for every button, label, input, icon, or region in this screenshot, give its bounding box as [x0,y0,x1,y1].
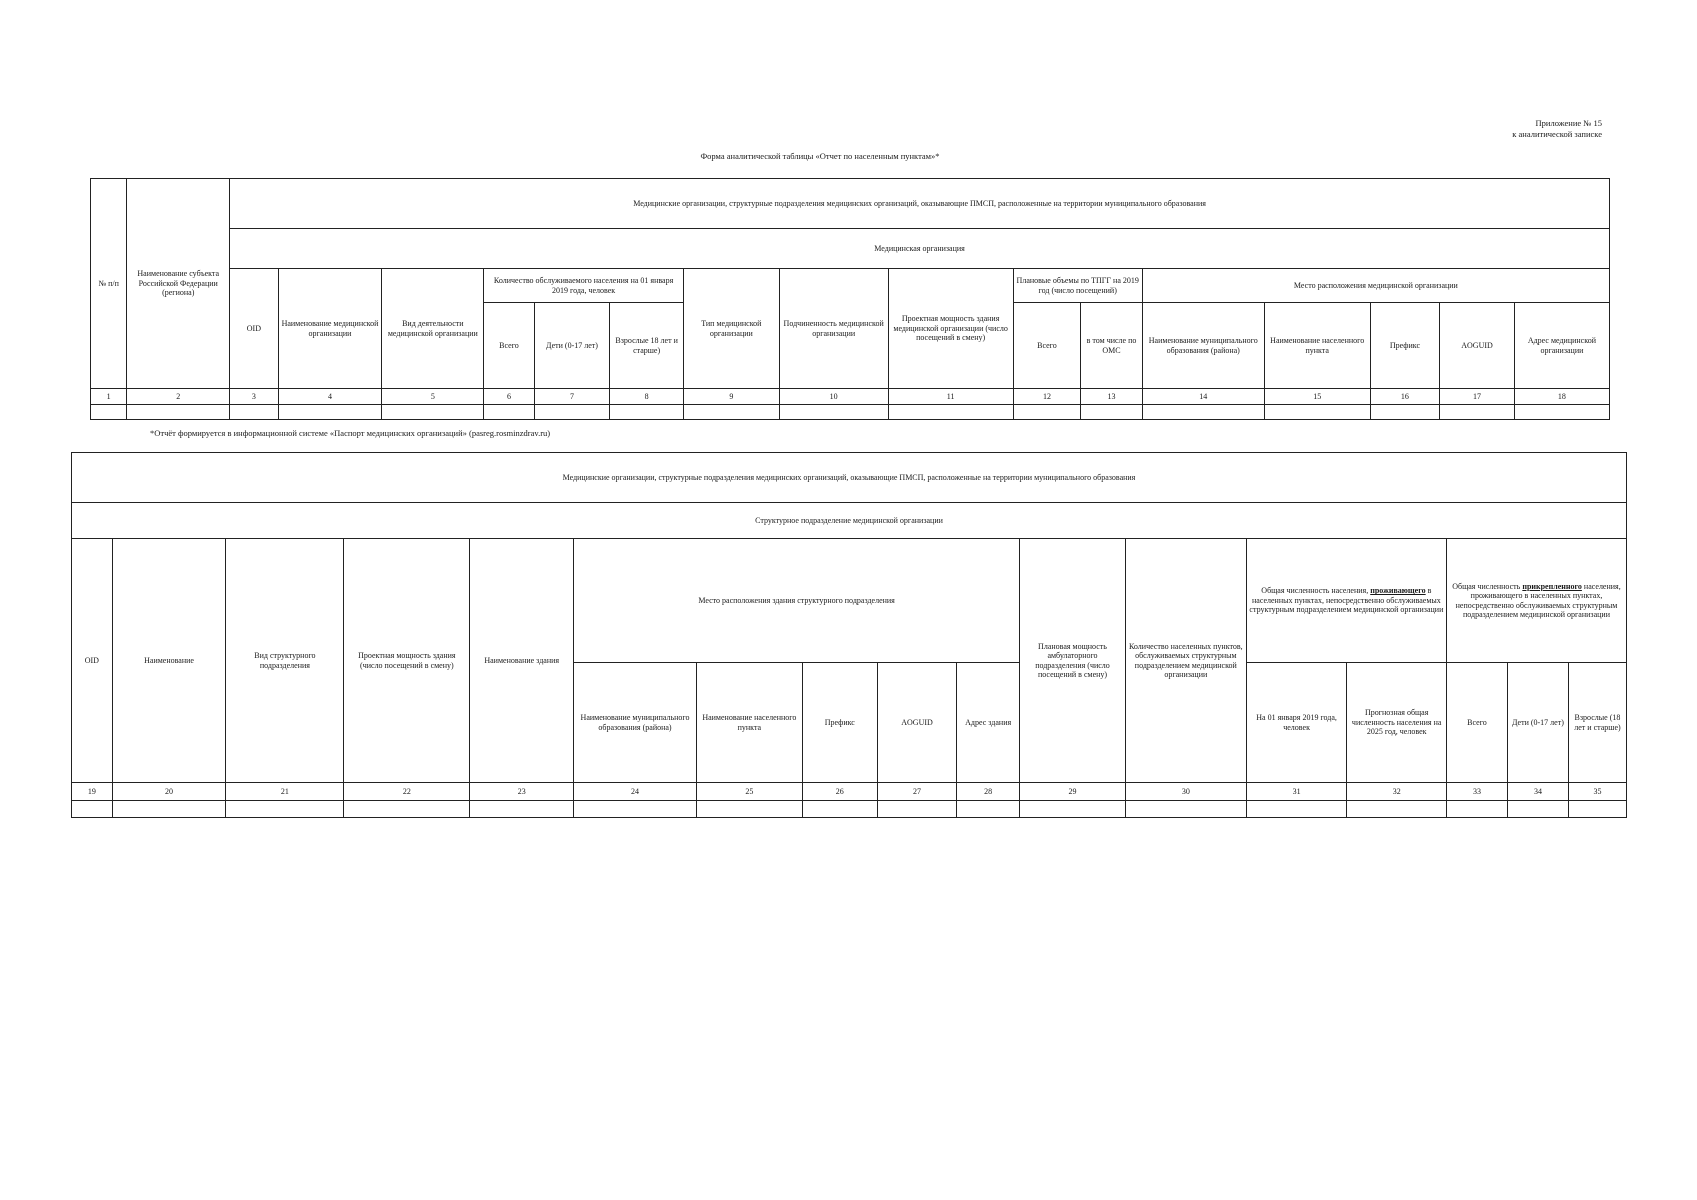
col-pop-2019: На 01 января 2019 года, человек [1246,663,1347,783]
col-number: 3 [230,389,278,405]
empty-cell [534,405,610,420]
col-settlement: Наименование населенного пункта [1264,303,1370,389]
empty-cell [382,405,484,420]
col-region: Наименование субъекта Российской Федерации (региона) [127,179,230,389]
col-number: 15 [1264,389,1370,405]
appendix-line-2: к аналитической записке [1512,129,1602,139]
col-number: 1 [91,389,127,405]
col-number: 9 [683,389,779,405]
col-unit-name: Наименование [112,539,226,783]
col-number: 21 [226,783,344,801]
col-pop-children: Дети (0-17 лет) [534,303,610,389]
empty-cell [226,801,344,818]
col-activity: Вид деятельности медицинской организации [382,269,484,389]
col-prefix: Префикс [1370,303,1440,389]
col-address: Адрес медицинской организации [1514,303,1609,389]
col-subordination: Подчиненность медицинской организации [779,269,888,389]
col-number: 4 [278,389,382,405]
empty-cell [1347,801,1447,818]
col-attached-a: Общая численность [1452,581,1523,591]
empty-cell [1264,405,1370,420]
empty-cell [91,405,127,420]
col-capacity: Проектная мощность здания (число посещений в смену) [344,539,470,783]
empty-cell [72,801,113,818]
col-att-adults: Взрослые (18 лет и старше) [1568,663,1626,783]
col-location: Место расположения медицинской организации [1142,269,1609,303]
col-number: 10 [779,389,888,405]
table2-empty-row [72,801,1627,818]
col-num: № п/п [91,179,127,389]
empty-cell [112,801,226,818]
empty-cell [1446,801,1507,818]
col-planned: Плановые объемы по ТПГГ на 2019 год (число посещений) [1013,269,1142,303]
col-attached-population [1446,539,1626,663]
table1-header-main: Медицинские организации, структурные подразделения медицинских организаций, оказывающие ПМСП, расположенные на территории муниципального образования [230,179,1610,229]
appendix-label [1512,118,1602,140]
col-aoguid: AOGUID [1440,303,1515,389]
empty-cell [610,405,684,420]
col-municipality: Наименование муниципального образования (района) [574,663,697,783]
col-pop-2025: Прогнозная общая численность населения на 2025 год, человек [1347,663,1447,783]
empty-cell [344,801,470,818]
col-number: 31 [1246,783,1347,801]
col-number: 12 [1013,389,1081,405]
col-att-total: Всего [1446,663,1507,783]
col-municipality: Наименование муниципального образования (района) [1142,303,1264,389]
appendix-line-1: Приложение № 15 [1535,118,1602,128]
col-location: Место расположения здания структурного подразделения [574,539,1020,663]
col-number: 34 [1507,783,1568,801]
empty-cell [470,801,574,818]
col-number: 17 [1440,389,1515,405]
empty-cell [683,405,779,420]
form-title: Форма аналитической таблицы «Отчет по населенным пунктам»* [700,151,940,161]
col-number: 8 [610,389,684,405]
empty-cell [1568,801,1626,818]
col-total-pop-a: Общая численность населения, [1261,586,1371,596]
empty-cell [1125,801,1246,818]
col-number: 27 [877,783,956,801]
col-number: 13 [1081,389,1143,405]
table1-empty-row [91,405,1610,420]
col-number: 2 [127,389,230,405]
col-settlements-count: Количество населенных пунктов, обслуживаемых структурным подразделением медицинской организации [1125,539,1246,783]
table2-header-sub: Структурное подразделение медицинской организации [72,503,1627,539]
empty-cell [1142,405,1264,420]
empty-cell [1514,405,1609,420]
empty-cell [697,801,803,818]
empty-cell [1507,801,1568,818]
empty-cell [802,801,877,818]
empty-cell [957,801,1020,818]
empty-cell [877,801,956,818]
col-number: 26 [802,783,877,801]
col-att-children: Дети (0-17 лет) [1507,663,1568,783]
col-pop-total: Всего [484,303,534,389]
col-number: 6 [484,389,534,405]
col-org-type: Тип медицинской организации [683,269,779,389]
col-number: 32 [1347,783,1447,801]
table1-header-sub: Медицинская организация [230,229,1610,269]
col-number: 5 [382,389,484,405]
col-number: 18 [1514,389,1609,405]
col-prefix: Префикс [802,663,877,783]
empty-cell [1370,405,1440,420]
empty-cell [278,405,382,420]
col-number: 29 [1020,783,1126,801]
col-number: 7 [534,389,610,405]
table2-number-row [72,783,1627,801]
empty-cell [574,801,697,818]
col-aoguid: AOGUID [877,663,956,783]
col-settlement: Наименование населенного пункта [697,663,803,783]
col-number: 23 [470,783,574,801]
col-number: 19 [72,783,113,801]
medical-organization-table [90,178,1610,420]
col-total-pop-b: проживающего [1370,586,1426,596]
empty-cell [779,405,888,420]
col-population: Количество обслуживаемого населения на 01 января 2019 года, человек [484,269,684,303]
col-org-name: Наименование медицинской организации [278,269,382,389]
table2-header-main: Медицинские организации, структурные подразделения медицинских организаций, оказывающие ПМСП, расположенные на территории муниципального образования [72,453,1627,503]
col-number: 33 [1446,783,1507,801]
col-number: 16 [1370,389,1440,405]
col-oid: OID [230,269,278,389]
col-number: 30 [1125,783,1246,801]
col-capacity: Проектная мощность здания медицинской организации (число посещений в смену) [888,269,1013,389]
empty-cell [888,405,1013,420]
col-number: 22 [344,783,470,801]
col-unit-type: Вид структурного подразделения [226,539,344,783]
empty-cell [127,405,230,420]
col-total-pop-c: в населенных пунктах, непосредственно обслуживаемых структурным подразделением медицинской организации [1249,586,1444,615]
empty-cell [1246,801,1347,818]
empty-cell [1081,405,1143,420]
col-number: 28 [957,783,1020,801]
col-amb-capacity: Плановая мощность амбулаторного подразделения (число посещений в смену) [1020,539,1126,783]
col-number: 25 [697,783,803,801]
empty-cell [230,405,278,420]
col-attached-c: населения, проживающего в населенных пунктах, непосредственно обслуживаемых структурным подразделением медицинской организации [1455,581,1621,619]
col-building: Наименование здания [470,539,574,783]
col-number: 24 [574,783,697,801]
col-pop-adults: Взрослые 18 лет и старше) [610,303,684,389]
col-number: 14 [1142,389,1264,405]
structural-unit-table [71,452,1627,818]
col-number: 35 [1568,783,1626,801]
col-planned-oms: в том числе по ОМС [1081,303,1143,389]
col-total-population [1246,539,1446,663]
empty-cell [1020,801,1126,818]
col-planned-total: Всего [1013,303,1081,389]
empty-cell [1440,405,1515,420]
col-number: 20 [112,783,226,801]
col-oid: OID [72,539,113,783]
table1-number-row [91,389,1610,405]
col-attached-b: прикрепленного [1522,581,1582,591]
col-number: 11 [888,389,1013,405]
empty-cell [484,405,534,420]
col-address: Адрес здания [957,663,1020,783]
footnote: *Отчёт формируется в информационной системе «Паспорт медицинских организаций» (pasreg.rosminzdrav.ru) [150,428,551,438]
empty-cell [1013,405,1081,420]
